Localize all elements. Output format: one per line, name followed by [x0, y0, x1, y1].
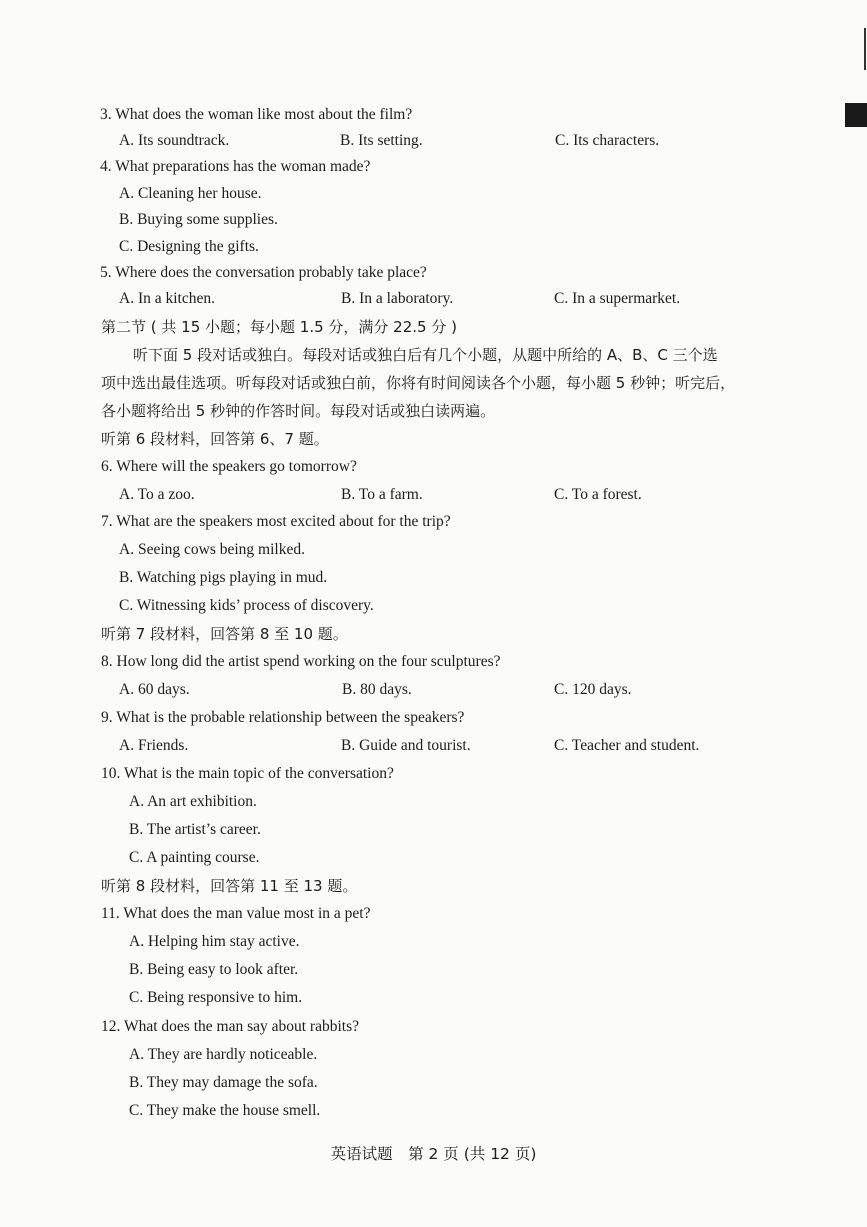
section-instructions: 听下面 5 段对话或独白。每段对话或独白后有几个小题，从题中所给的 A、B、C 三个选 — [133, 346, 718, 364]
option-c: C. Designing the gifts. — [119, 238, 259, 255]
option-a: A. They are hardly noticeable. — [129, 1046, 318, 1063]
option-a: A. Seeing cows being milked. — [119, 541, 305, 558]
section-heading: 第二节 ( 共 15 小题；每小题 1.5 分，满分 22.5 分 ) — [101, 318, 457, 336]
option-c: C. A painting course. — [129, 849, 260, 866]
option-b: B. Watching pigs playing in mud. — [119, 569, 328, 586]
option-c: C. Witnessing kids’ process of discovery. — [119, 597, 374, 614]
option-c: C. Being responsive to him. — [129, 989, 303, 1006]
material-heading: 听第 8 段材料，回答第 11 至 13 题。 — [101, 877, 358, 895]
scan-edge-mark — [845, 103, 867, 127]
question-stem: 6. Where will the speakers go tomorrow? — [101, 458, 357, 475]
option-a: A. An art exhibition. — [129, 793, 257, 810]
option-c: C. To a forest. — [554, 486, 642, 503]
option-a: A. 60 days. — [119, 681, 190, 698]
option-b: B. To a farm. — [341, 486, 423, 503]
option-b: B. Buying some supplies. — [119, 211, 278, 228]
question-stem: 10. What is the main topic of the conversation? — [101, 765, 394, 782]
section-instructions: 项中选出最佳选项。听每段对话或独白前，你将有时间阅读各个小题，每小题 5 秒钟；听完后， — [101, 374, 736, 392]
option-a: A. To a zoo. — [119, 486, 195, 503]
option-b: B. In a laboratory. — [341, 290, 454, 307]
question-stem: 7. What are the speakers most excited about for the trip? — [101, 513, 451, 530]
question-stem: 5. Where does the conversation probably take place? — [100, 264, 427, 281]
option-c: C. Teacher and student. — [554, 737, 700, 754]
option-a: A. Its soundtrack. — [119, 132, 230, 149]
question-stem: 4. What preparations has the woman made? — [100, 158, 371, 175]
question-stem: 8. How long did the artist spend working on the four sculptures? — [101, 653, 501, 670]
option-b: B. Guide and tourist. — [341, 737, 471, 754]
scan-edge-line — [864, 28, 866, 70]
option-b: B. 80 days. — [342, 681, 412, 698]
option-b: B. The artist’s career. — [129, 821, 261, 838]
section-instructions: 各小题将给出 5 秒钟的作答时间。每段对话或独白读两遍。 — [101, 402, 496, 420]
option-b: B. They may damage the sofa. — [129, 1074, 318, 1091]
option-c: C. They make the house smell. — [129, 1102, 321, 1119]
option-c: C. 120 days. — [554, 681, 632, 698]
option-a: A. Cleaning her house. — [119, 185, 262, 202]
question-stem: 3. What does the woman like most about the film? — [100, 106, 413, 123]
question-stem: 9. What is the probable relationship between the speakers? — [101, 709, 465, 726]
material-heading: 听第 6 段材料，回答第 6、7 题。 — [101, 430, 329, 448]
page-footer: 英语试题 第 2 页 (共 12 页) — [330, 1145, 537, 1163]
option-c: C. In a supermarket. — [554, 290, 681, 307]
question-stem: 12. What does the man say about rabbits? — [101, 1018, 359, 1035]
option-b: B. Its setting. — [340, 132, 423, 149]
option-a: A. Friends. — [119, 737, 189, 754]
question-stem: 11. What does the man value most in a pet? — [101, 905, 371, 922]
material-heading: 听第 7 段材料，回答第 8 至 10 题。 — [101, 625, 348, 643]
option-a: A. Helping him stay active. — [129, 933, 300, 950]
option-a: A. In a kitchen. — [119, 290, 215, 307]
option-b: B. Being easy to look after. — [129, 961, 299, 978]
option-c: C. Its characters. — [555, 132, 660, 149]
